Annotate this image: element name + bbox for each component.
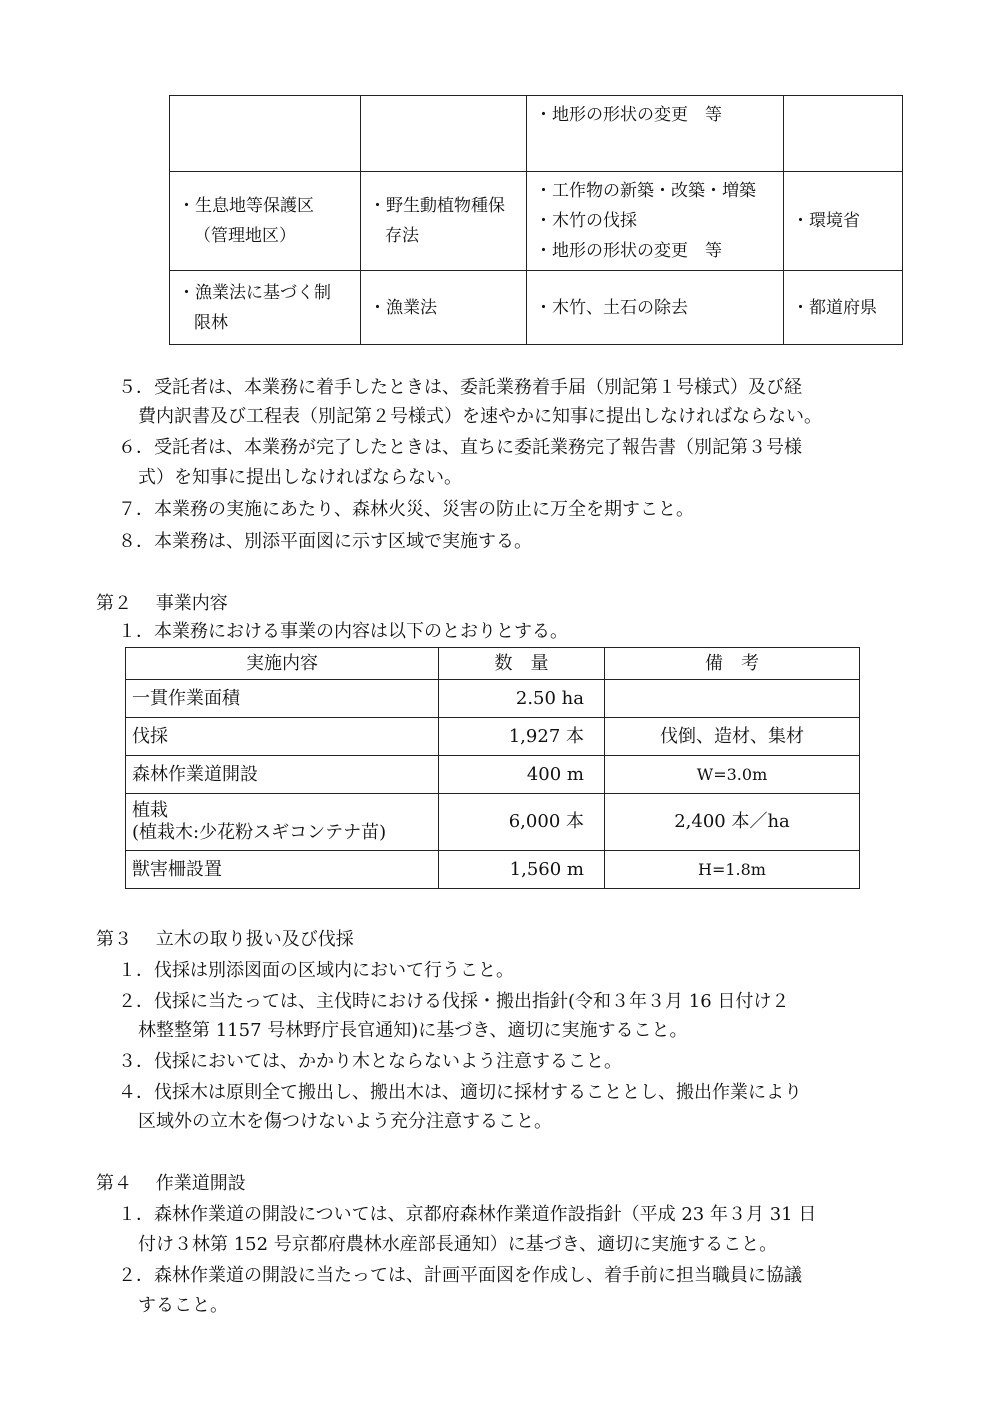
cell-text: ・漁業法に基づく制: [178, 282, 331, 303]
item-text: 植栽: [132, 800, 168, 821]
cell-text: 限林: [194, 312, 228, 333]
table-row: [126, 794, 860, 851]
cell-text: ・漁業法: [369, 297, 437, 318]
table-cell: [170, 271, 361, 345]
list-item: ７．本業務の実施にあたり、森林火災、災害の防止に万全を期すこと。: [118, 499, 694, 520]
cell-text: ・都道府県: [792, 297, 877, 318]
quantity-cell: 400 m: [439, 756, 605, 794]
note-cell: 2,400 本／ha: [605, 794, 860, 851]
item-cell: [126, 794, 439, 851]
table-row: [170, 96, 903, 172]
list-item: １．伐採は別添図面の区域内において行うこと。: [118, 960, 514, 981]
list-item-continuation: すること。: [138, 1295, 228, 1316]
quantity-cell: 1,560 m: [439, 851, 605, 889]
table-cell: [527, 96, 784, 172]
cell-text: ・生息地等保護区: [178, 196, 314, 216]
section-intro: １．本業務における事業の内容は以下のとおりとする。: [118, 621, 568, 642]
note-cell: 伐倒、造材、集材: [605, 718, 860, 756]
column-header: 実施内容: [126, 648, 439, 680]
table-cell: [527, 172, 784, 271]
list-item-continuation: 付け３林第 152 号京都府農林水産部長通知）に基づき、適切に実施すること。: [138, 1234, 778, 1255]
table-row: [126, 718, 860, 756]
list-item: ８．本業務は、別添平面図に示す区域で実施する。: [118, 531, 532, 552]
regulation-table: [169, 95, 903, 345]
table-cell: [361, 172, 527, 271]
note-cell: H=1.8m: [605, 851, 860, 889]
note-cell: W=3.0m: [605, 756, 860, 794]
section-heading: 第４ 作業道開設: [96, 1173, 246, 1194]
table-cell: [784, 172, 903, 271]
table-row: [126, 680, 860, 718]
item-cell: 森林作業道開設: [126, 756, 439, 794]
list-item: １．森林作業道の開設については、京都府森林作業道作設指針（平成 23 年３月 31 日: [118, 1204, 817, 1225]
table-row: [170, 172, 903, 271]
item-cell: 獣害柵設置: [126, 851, 439, 889]
cell-text: （管理地区）: [194, 226, 296, 246]
list-item: ２．伐採に当たっては、主伐時における伐採・搬出指針(令和３年３月 16 日付け２: [118, 991, 790, 1012]
cell-text: ・木竹の伐採: [535, 211, 637, 231]
list-item: ５．受託者は、本業務に着手したときは、委託業務着手届（別記第１号様式）及び経: [118, 377, 802, 398]
table-cell: [527, 271, 784, 345]
work-content-table: [125, 647, 860, 889]
quantity-cell: 1,927 本: [439, 718, 605, 756]
table-row: [126, 851, 860, 889]
table-cell: [784, 96, 903, 172]
table-cell: [361, 96, 527, 172]
table-cell: [170, 172, 361, 271]
cell-text: ・工作物の新築・改築・増築: [535, 181, 756, 201]
item-cell: 伐採: [126, 718, 439, 756]
table-header-row: [126, 648, 860, 680]
list-item-continuation: 区域外の立木を傷つけないよう充分注意すること。: [138, 1111, 552, 1132]
column-header: 備 考: [605, 648, 860, 680]
section-heading: 第２ 事業内容: [96, 593, 228, 614]
table-cell: [361, 271, 527, 345]
quantity-cell: 2.50 ha: [439, 680, 605, 718]
table-row: [126, 756, 860, 794]
cell-text: ・環境省: [792, 211, 860, 231]
cell-text: ・野生動植物種保: [369, 196, 505, 216]
cell-text: ・地形の形状の変更 等: [535, 105, 722, 125]
note-cell: [605, 680, 860, 718]
item-subtext: (植栽木:少花粉スギコンテナ苗): [132, 822, 387, 843]
cell-text: 存法: [385, 226, 419, 246]
item-cell: 一貫作業面積: [126, 680, 439, 718]
table-cell: [170, 96, 361, 172]
list-item-continuation: 費内訳書及び工程表（別記第２号様式）を速やかに知事に提出しなければならない。: [138, 406, 822, 427]
list-item-continuation: 林整整第 1157 号林野庁長官通知)に基づき、適切に実施すること。: [138, 1020, 688, 1041]
table-row: [170, 271, 903, 345]
column-header: 数 量: [439, 648, 605, 680]
cell-text: ・木竹、土石の除去: [535, 297, 688, 318]
list-item: ４．伐採木は原則全て搬出し、搬出木は、適切に採材することとし、搬出作業により: [118, 1082, 802, 1103]
list-item: ２．森林作業道の開設に当たっては、計画平面図を作成し、着手前に担当職員に協議: [118, 1265, 802, 1286]
list-item: ３．伐採においては、かかり木とならないよう注意すること。: [118, 1051, 622, 1072]
section-heading: 第３ 立木の取り扱い及び伐採: [96, 929, 354, 950]
cell-text: ・地形の形状の変更 等: [535, 241, 722, 261]
quantity-cell: 6,000 本: [439, 794, 605, 851]
list-item-continuation: 式）を知事に提出しなければならない。: [138, 467, 462, 488]
list-item: ６．受託者は、本業務が完了したときは、直ちに委託業務完了報告書（別記第３号様: [118, 437, 802, 458]
table-cell: [784, 271, 903, 345]
